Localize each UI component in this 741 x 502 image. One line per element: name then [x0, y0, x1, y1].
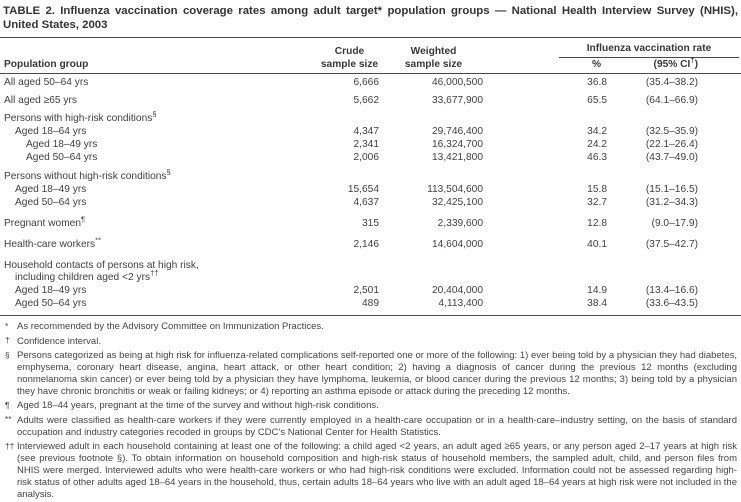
weighted-sample-size-value: 14,604,000 [432, 238, 483, 250]
table-row [0, 269, 741, 285]
dagger-marker: † [690, 55, 695, 65]
footnote-marker: § [5, 349, 10, 360]
percent-value: 38.4 [587, 298, 607, 310]
confidence-interval-value: (64.1–66.9) [645, 94, 698, 106]
percent-value: 34.2 [587, 126, 607, 138]
population-cell [0, 197, 318, 210]
population-cell [0, 139, 318, 152]
footnote-marker-ref: § [152, 110, 157, 120]
table-header [0, 38, 741, 74]
percent-value: 32.7 [587, 196, 607, 208]
population-label: Aged 18–49 yrs [26, 139, 98, 151]
column-header-ci: (95% CI†) [653, 55, 698, 70]
header-row-2 [0, 55, 741, 71]
population-cell [0, 285, 318, 298]
crude-sample-size-value: 315 [362, 217, 379, 229]
population-label: Aged 50–64 yrs [15, 298, 87, 310]
population-label: All aged ≥65 yrs [4, 94, 77, 106]
crude-sample-size-value: 2,146 [353, 238, 379, 250]
crude-sample-size-value: 2,501 [353, 285, 379, 297]
population-cell [0, 95, 318, 108]
column-header-vaccination-rate [485, 42, 741, 58]
population-cell [0, 77, 318, 90]
footnote-text: As recommended by the Advisory Committee on Immunization Practices. [17, 321, 324, 333]
confidence-interval-value: (43.7–49.0) [645, 152, 698, 164]
confidence-interval-value: (33.6–43.5) [645, 298, 698, 310]
table-row [0, 214, 741, 231]
population-cell [0, 184, 318, 197]
column-header-crude-line1: Crude [334, 45, 365, 57]
percent-value: 15.8 [587, 183, 607, 195]
population-cell [0, 260, 318, 273]
crude-sample-size-value: 2,006 [353, 152, 379, 164]
percent-value: 36.8 [587, 76, 607, 88]
footnote [2, 350, 739, 398]
population-label: All aged 50–64 yrs [4, 76, 89, 88]
weighted-sample-size-value: 32,425,100 [432, 196, 483, 208]
table-row [0, 95, 741, 108]
percent-value: 46.3 [587, 152, 607, 164]
column-header-weighted-line1: Weighted [410, 45, 457, 57]
population-label: Aged 18–64 yrs [15, 126, 87, 138]
population-cell [0, 152, 318, 165]
population-cell [0, 269, 318, 285]
confidence-interval-value: (32.5–35.9) [645, 126, 698, 138]
footnote [2, 415, 739, 439]
table-body [0, 74, 741, 317]
footnote-marker-ref: ** [95, 235, 102, 245]
confidence-interval-value: (15.1–16.5) [645, 183, 698, 195]
percent-value: 65.5 [587, 94, 607, 106]
table-2-page [0, 5, 741, 502]
weighted-sample-size-value: 29,746,400 [432, 126, 483, 138]
table-row [0, 152, 741, 165]
percent-value: 24.2 [587, 139, 607, 151]
population-label: including children aged <2 yrs [15, 272, 151, 284]
footnote-marker: † [5, 335, 10, 346]
column-header-percent: % [591, 58, 601, 70]
population-cell [0, 235, 318, 252]
weighted-sample-size-value: 4,113,400 [438, 298, 483, 310]
column-header-population-group: Population group [4, 58, 89, 70]
weighted-sample-size-value: 16,324,700 [432, 139, 483, 151]
table-row [0, 298, 741, 311]
confidence-interval-value: (31.2–34.3) [645, 196, 698, 208]
footnote [2, 336, 739, 348]
population-label: Pregnant women [4, 217, 82, 229]
column-header-crude-line2: sample size [320, 58, 379, 70]
population-cell [0, 126, 318, 139]
table-row [0, 235, 741, 252]
population-label: Household contacts of persons at high risk, [4, 259, 199, 271]
table-row [0, 110, 741, 126]
crude-sample-size-value: 4,347 [353, 126, 379, 138]
percent-value: 14.9 [587, 285, 607, 297]
footnote-marker: ** [5, 414, 12, 425]
table-row [0, 139, 741, 152]
crude-sample-size-value: 489 [362, 298, 379, 310]
population-label: Aged 50–64 yrs [26, 152, 98, 164]
population-label: Aged 18–49 yrs [15, 183, 87, 195]
header-row-1 [0, 42, 741, 58]
confidence-interval-value: (13.4–16.6) [645, 285, 698, 297]
vaccination-rate-span-label: Influenza vaccination rate [559, 42, 739, 58]
weighted-sample-size-value: 2,339,600 [437, 217, 483, 229]
confidence-interval-value: (37.5–42.7) [645, 238, 698, 250]
column-header-weighted-line2: sample size [404, 58, 463, 70]
crude-sample-size-value: 15,654 [347, 183, 379, 195]
footnote [2, 321, 739, 333]
table-row [0, 184, 741, 197]
table-row [0, 77, 741, 90]
table-row [0, 197, 741, 210]
weighted-sample-size-value: 113,504,600 [427, 183, 483, 195]
footnote [2, 441, 739, 501]
population-cell [0, 167, 318, 184]
weighted-sample-size-value: 46,000,500 [432, 76, 483, 88]
footnote-text: Aged 18–44 years, pregnant at the time of the survey and without high-risk conditions. [17, 400, 379, 412]
population-label: Aged 50–64 yrs [15, 196, 87, 208]
footnote [2, 400, 739, 412]
table-row [0, 167, 741, 184]
percent-value: 12.8 [587, 217, 607, 229]
footnote-text: Adults were classified as health-care workers if they were currently employed in a health-care occupation or in a health-care–industry setting, on the basis of standard occupation and industry categories recoded in groups by CDC’s National Center for Health Statistics. [17, 414, 737, 438]
population-cell [0, 110, 318, 126]
population-label: Persons with high-risk conditions [4, 113, 153, 125]
footnote-text: Confidence interval. [17, 335, 101, 347]
confidence-interval-value: (35.4–38.2) [645, 76, 698, 88]
footnotes-section [2, 321, 739, 501]
footnote-marker-ref: †† [150, 269, 159, 279]
confidence-interval-value: (9.0–17.9) [651, 217, 698, 229]
footnote-marker: †† [5, 440, 15, 451]
footnote-marker: ¶ [5, 399, 10, 410]
population-label: Persons without high-risk conditions [4, 171, 167, 183]
population-cell [0, 298, 318, 311]
crude-sample-size-value: 5,662 [353, 94, 379, 106]
table-row [0, 260, 741, 273]
footnote-marker-ref: ¶ [81, 214, 86, 224]
population-cell [0, 214, 318, 231]
confidence-interval-value: (22.1–26.4) [645, 139, 698, 151]
weighted-sample-size-value: 20,404,000 [432, 285, 483, 297]
table-row [0, 285, 741, 298]
footnote-text: Interviewed adult in each household containing at least one of the following: a child aged <2 years, an adult aged ≥65 years, or any person aged 2–17 years at high risk (see previous footnote §). To obtain information on household composition and high-risk status of household members, the sampled adult, child, and person files from NHIS were merged. Interviewed adults who were health-care workers or who had high-risk conditions were excluded. Information could not be assessed regarding high-risk status of other adults aged 18–64 years in the household, thus, certain adults 18–64 years who live with an adult aged 18–64 years at high risk were not included in the analysis. [17, 441, 737, 500]
population-label: Health-care workers [4, 238, 96, 250]
weighted-sample-size-value: 13,421,800 [432, 152, 483, 164]
footnote-marker: * [5, 320, 9, 331]
population-label: Aged 18–49 yrs [15, 285, 87, 297]
crude-sample-size-value: 4,637 [353, 196, 379, 208]
footnote-text: Persons categorized as being at high risk for influenza-related complications self-reported one or more of the following: 1) ever being told by a physician they had diabetes, emphysema, coronary heart disease, angina, heart attack, or other heart condition; 2) having a diagnosis of cancer during the previous 12 months (excluding nonmelanoma skin cancer) or ever being told by a physician they have lymphoma, leukemia, or blood cancer during the previous 12 months; 3) being told by a physician they have chronic bronchitis or weak or failing kidneys; or 4) reporting an asthma episode or attack during the preceding 12 months. [17, 350, 737, 397]
table-row [0, 126, 741, 139]
table-title: TABLE 2. Influenza vaccination coverage rates among adult target* population groups — National Health Interview Survey (NHIS), United States, 2003 [3, 5, 738, 31]
percent-value: 40.1 [587, 238, 607, 250]
footnote-marker-ref: § [166, 167, 171, 177]
weighted-sample-size-value: 33,677,900 [432, 94, 483, 106]
crude-sample-size-value: 6,666 [353, 76, 379, 88]
crude-sample-size-value: 2,341 [353, 139, 379, 151]
